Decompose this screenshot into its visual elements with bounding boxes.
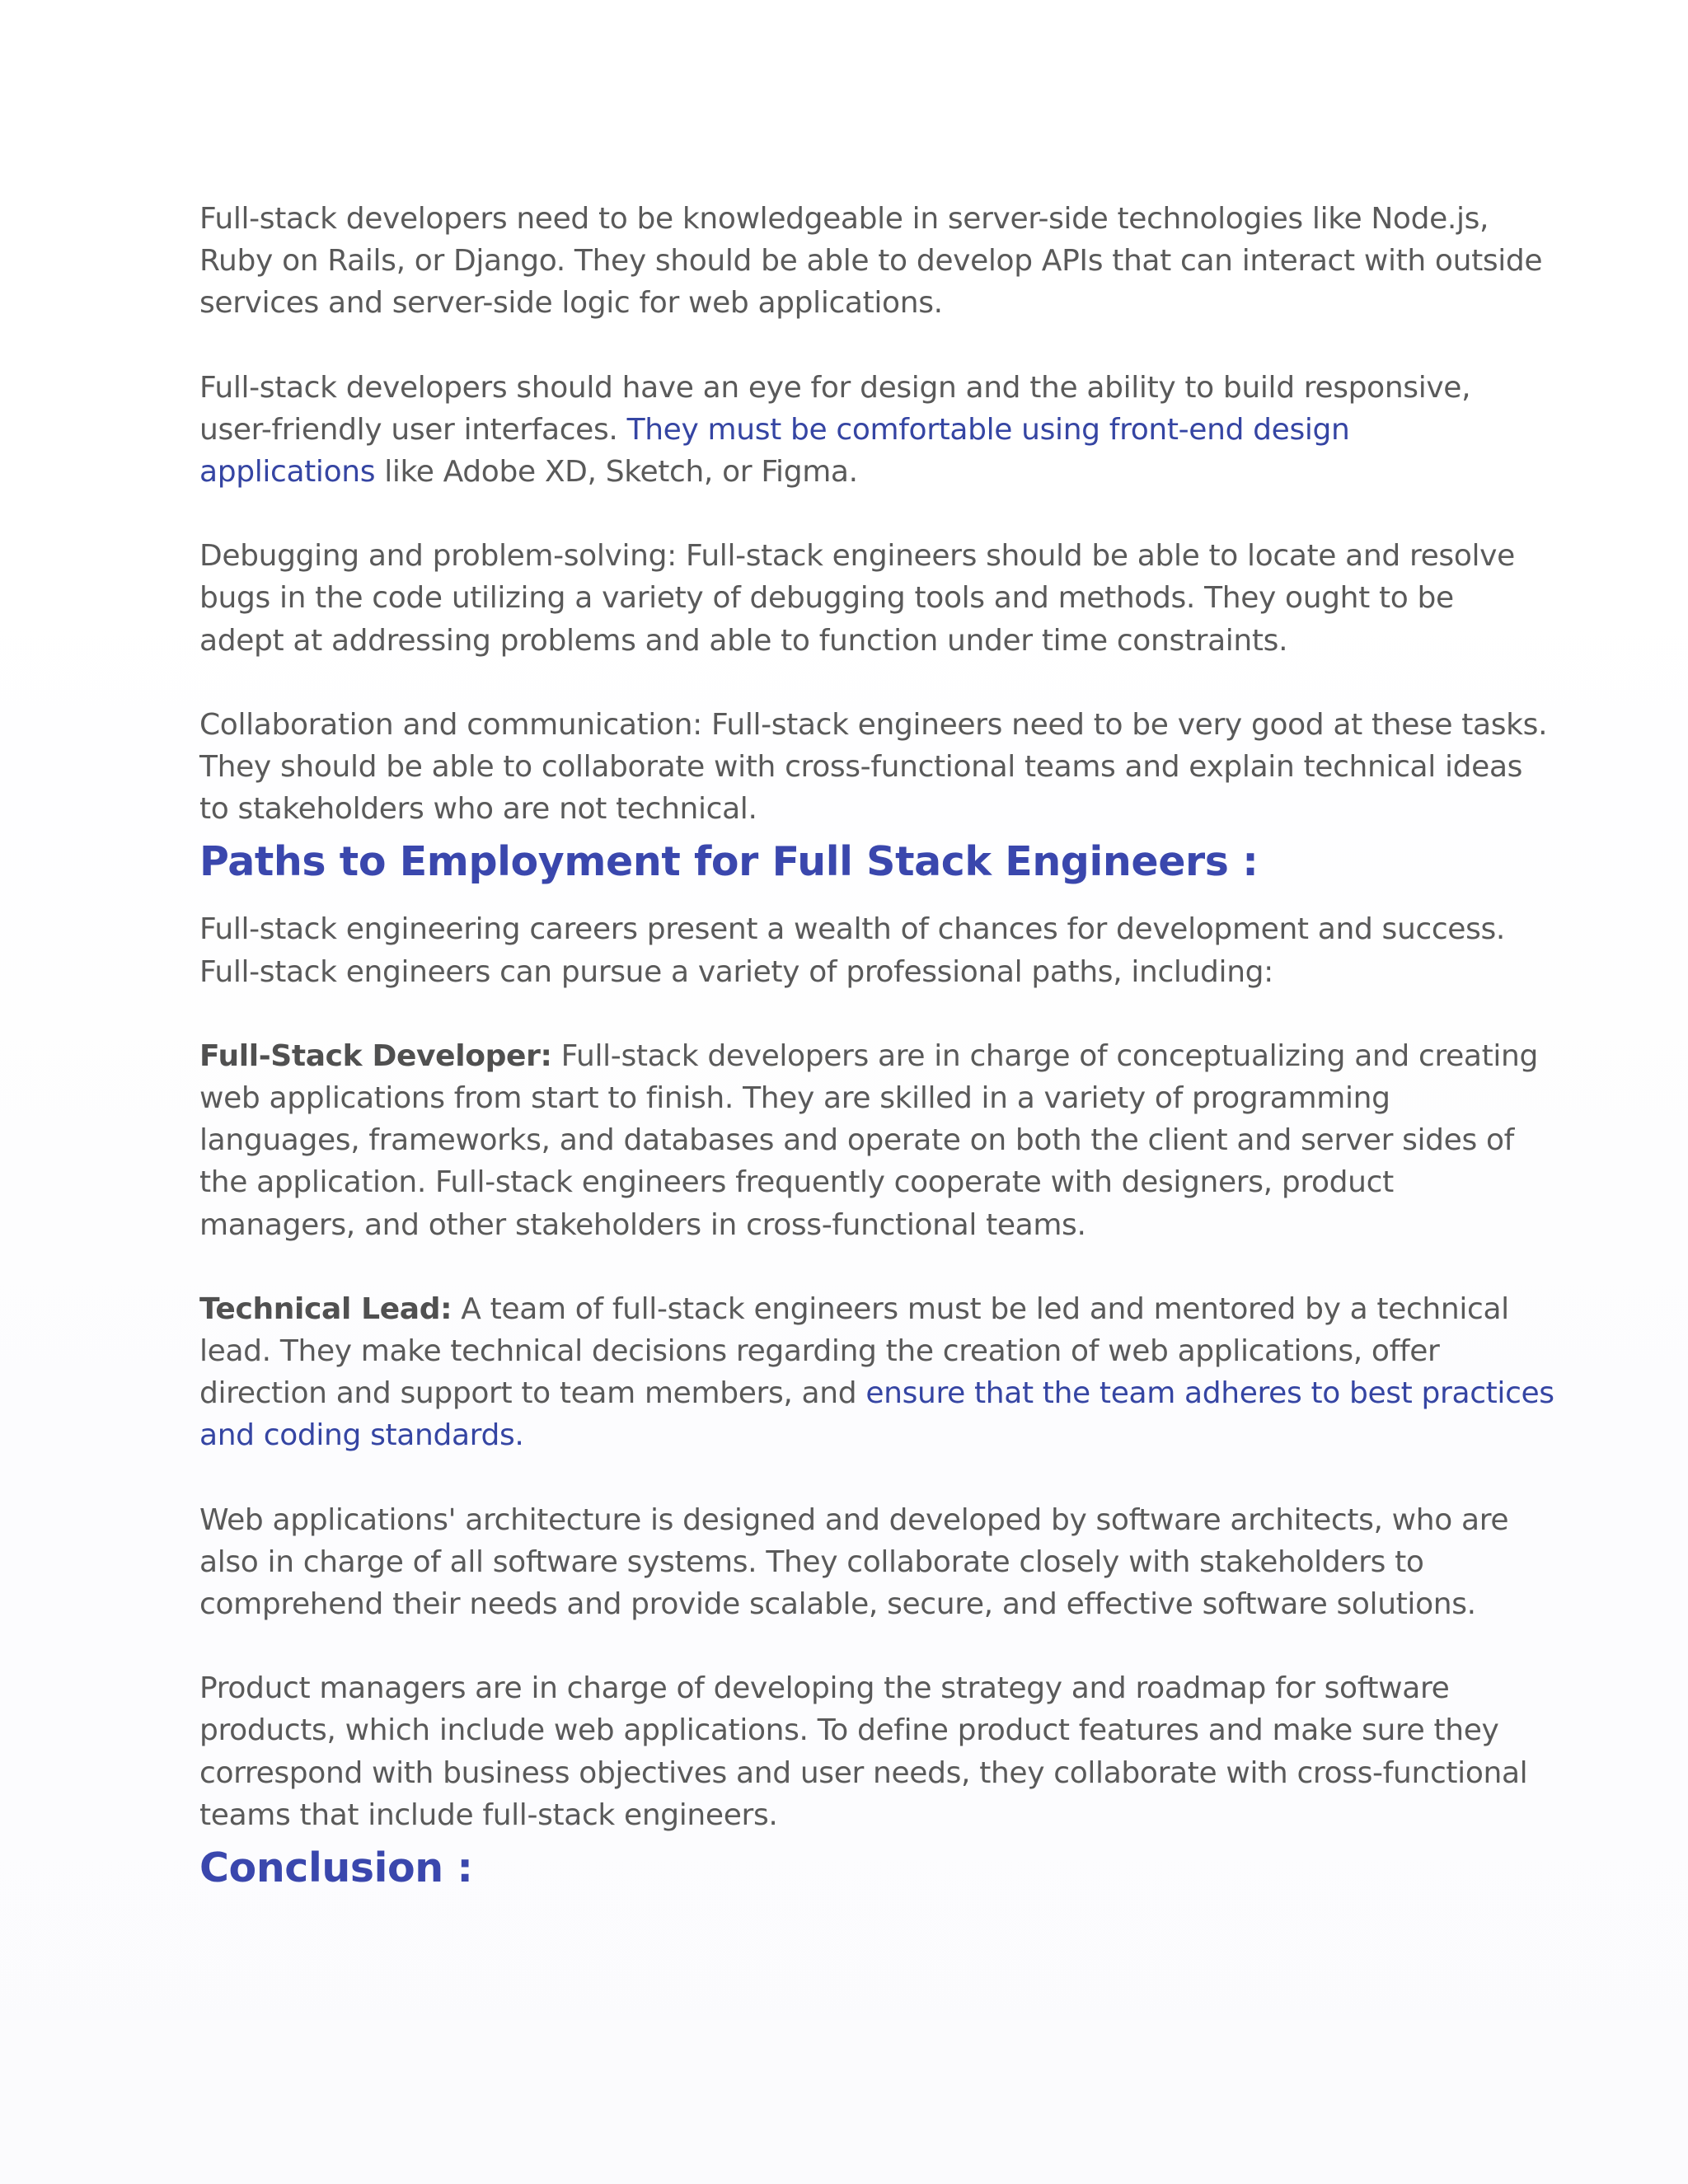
paragraph-collaboration [199, 704, 1548, 831]
text-line: Full-stack developers need to be knowledgeable in server-side technologies like Node.js, [199, 202, 1489, 236]
text-line: correspond with business objectives and user needs, they collaborate with cross-functional [199, 1755, 1528, 1790]
text-segment: A team of full-stack engineers must be led and mentored by a technical [452, 1291, 1509, 1326]
link-best-practices[interactable]: ensure that the team adheres to best practices [865, 1376, 1554, 1411]
text-line: Product managers are in charge of developing the strategy and roadmap for software [199, 1671, 1450, 1706]
link-front-end-design[interactable]: They must be comfortable using front-end design [626, 412, 1350, 447]
text-line: Full-stack engineers can pursue a variety of professional paths, including: [199, 954, 1273, 989]
text-line [199, 1288, 1509, 1330]
link-applications[interactable]: applications [199, 455, 376, 490]
paragraph-technical-lead [199, 1288, 1554, 1457]
paragraph-debugging [199, 535, 1515, 662]
text-line: teams that include full-stack engineers. [199, 1797, 778, 1832]
paragraph-product-manager [199, 1667, 1528, 1836]
text-segment: Full-stack developers are in charge of conceptualizing and creating [551, 1038, 1538, 1073]
text-line: to stakeholders who are not technical. [199, 792, 757, 827]
text-line [199, 451, 1502, 493]
term-full-stack-developer: Full-Stack Developer: [199, 1038, 552, 1073]
paragraph-server-side [199, 198, 1543, 325]
text-line: web applications from start to finish. They are skilled in a variety of programming [199, 1081, 1390, 1116]
paragraph-career-intro [199, 908, 1506, 992]
text-line: the application. Full-stack engineers frequently cooperate with designers, product [199, 1165, 1394, 1200]
text-line [199, 409, 1502, 451]
term-technical-lead: Technical Lead: [199, 1291, 452, 1326]
paragraph-full-stack-developer [199, 1035, 1538, 1246]
text-line: Collaboration and communication: Full-stack engineers need to be very good at these tasks. [199, 707, 1548, 742]
paragraph-software-architect [199, 1499, 1509, 1626]
text-line: bugs in the code utilizing a variety of debugging tools and methods. They ought to be [199, 581, 1454, 616]
text-line [199, 1035, 1538, 1077]
text-line [199, 1372, 1554, 1414]
text-line: Debugging and problem-solving: Full-stack engineers should be able to locate and resolve [199, 539, 1515, 574]
text-line: managers, and other stakeholders in cross-functional teams. [199, 1207, 1086, 1242]
text-segment: direction and support to team members, and [199, 1376, 866, 1411]
text-line: languages, frameworks, and databases and operate on both the client and server sides of [199, 1123, 1514, 1158]
text-line: products, which include web applications. To define product features and make sure they [199, 1713, 1499, 1748]
paragraph-design [199, 367, 1502, 494]
link-coding-standards[interactable]: and coding standards. [199, 1418, 524, 1453]
text-segment: like Adobe XD, Sketch, or Figma. [375, 455, 858, 490]
text-line: Full-stack developers should have an eye for design and the ability to build responsive, [199, 370, 1471, 405]
text-line: adept at addressing problems and able to function under time constraints. [199, 623, 1288, 658]
document-content [199, 198, 1554, 1894]
text-line: services and server-side logic for web applications. [199, 286, 943, 321]
text-line: Full-stack engineering careers present a wealth of chances for development and success. [199, 912, 1506, 947]
text-line: comprehend their needs and provide scalable, secure, and effective software solutions. [199, 1587, 1476, 1622]
text-line: They should be able to collaborate with cross-functional teams and explain technical ideas [199, 750, 1523, 785]
text-line: also in charge of all software systems. They collaborate closely with stakeholders to [199, 1544, 1424, 1579]
text-line [199, 1414, 1502, 1456]
heading-paths-to-employment: Paths to Employment for Full Stack Engineers : [199, 838, 1259, 886]
text-line: Ruby on Rails, or Django. They should be able to develop APIs that can interact with outside [199, 244, 1543, 279]
heading-conclusion: Conclusion : [199, 1844, 473, 1892]
text-line: lead. They make technical decisions regarding the creation of web applications, offer [199, 1334, 1440, 1369]
text-segment: user-friendly user interfaces. [199, 412, 627, 447]
text-line: Web applications' architecture is designed and developed by software architects, who are [199, 1502, 1509, 1537]
